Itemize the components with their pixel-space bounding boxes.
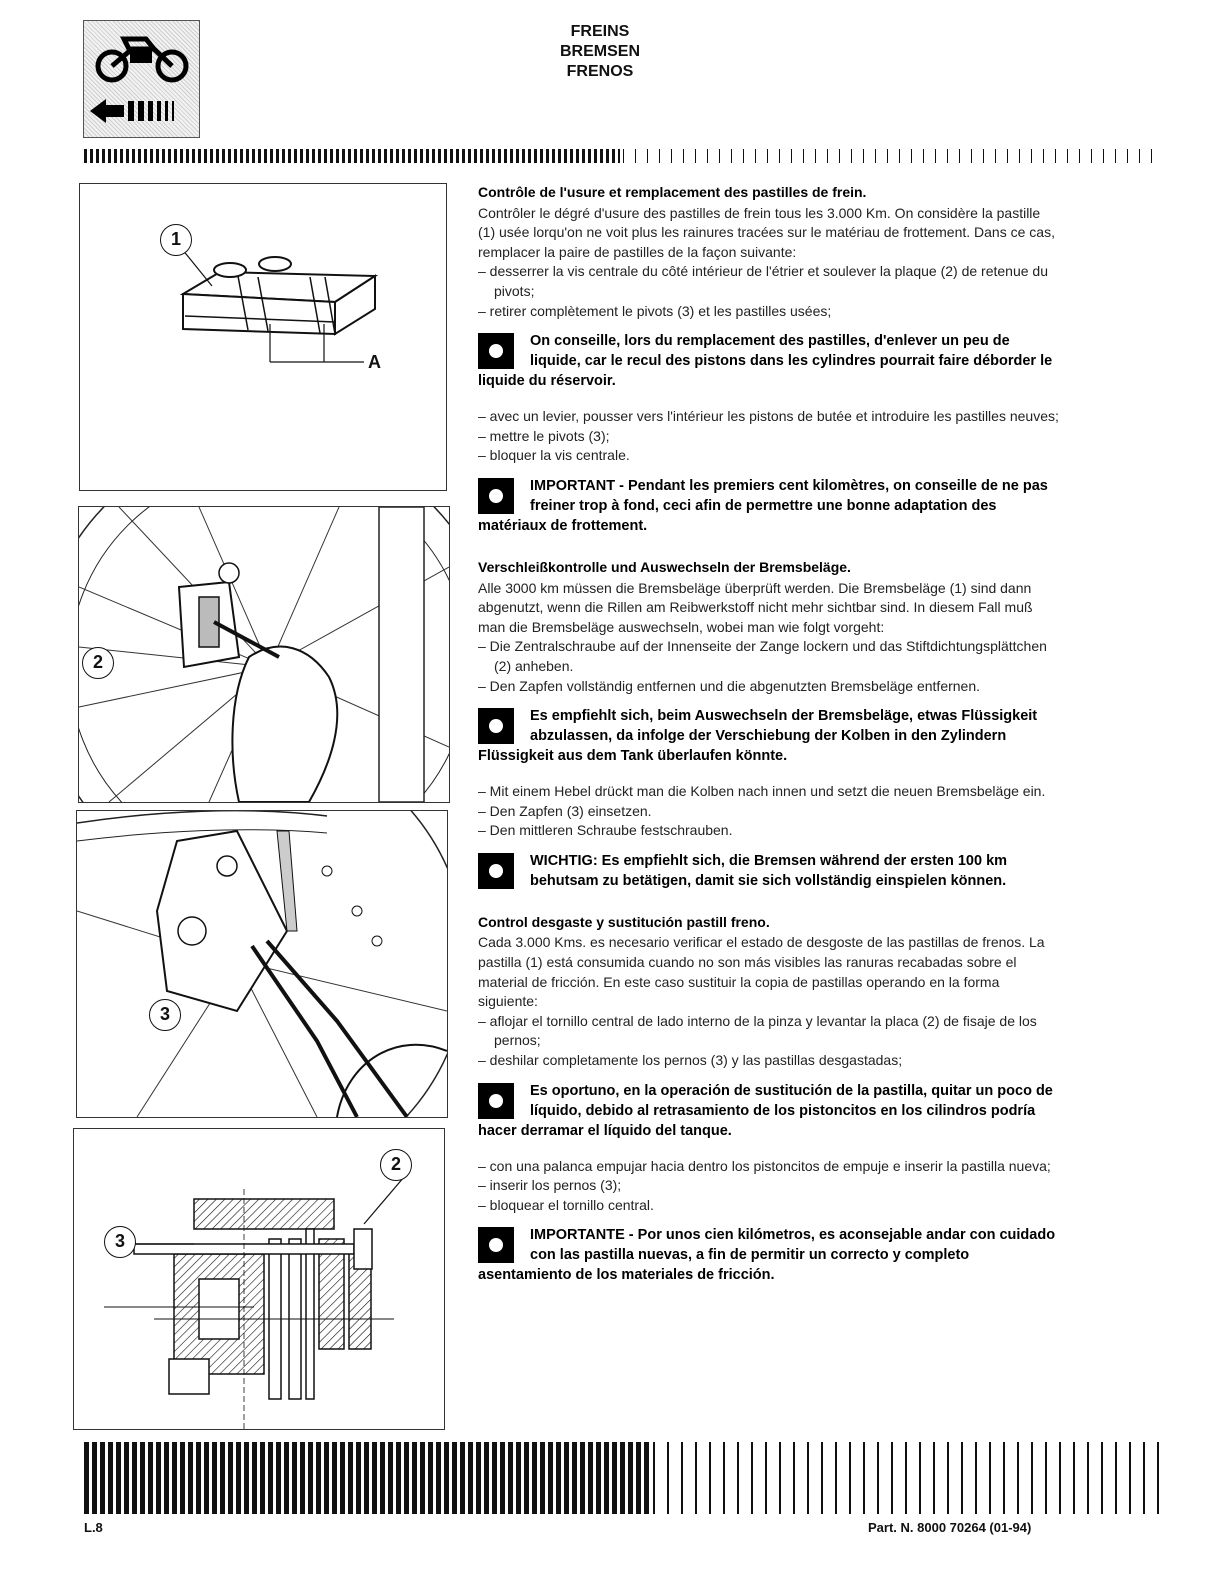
page-number: L.8	[84, 1520, 103, 1535]
section-heading-fr: Contrôle de l'usure et remplacement des pastilles de frein.	[478, 184, 867, 200]
step-item: – Mit einem Hebel drückt man die Kolben nach innen und setzt die neuen Bremsbeläge ein.	[478, 783, 1046, 800]
section-logo	[83, 20, 200, 138]
part-number: Part. N. 8000 70264 (01-94)	[868, 1520, 1032, 1535]
intro-fr: Contrôler le dégré d'usure des pastilles de frein tous les 3.000 Km. On considère la pastille (1) usée lorqu'on ne voit plus les rainures tracées sur le matériau de frottement. Dans ce cas, remplacer la paire de pastilles de la façon suivante:	[478, 204, 1055, 260]
step-item: – mettre le pivots (3);	[478, 427, 610, 444]
note-text: Es empfiehlt sich, beim Auswechseln der Bremsbeläge, etwas Flüssigkeit abzulassen, da infolge der Verschiebung der Kolben in den Zylindern Flüssigkeit aus dem Tank überlaufen könnte.	[478, 708, 1038, 765]
step-item: – bloquer la vis centrale.	[478, 447, 630, 464]
title-fr: FREINS	[570, 23, 630, 40]
label-a: A	[368, 352, 381, 372]
step-item: – Den mittleren Schraube festschrauben.	[478, 822, 733, 839]
note-text: IMPORTANTE - Por unos cien kilómetros, es aconsejable andar con cuidado con las pastilla nuevas, a fin de permitir un correcto y completo asentamiento de los materiales de fricción.	[478, 1227, 1056, 1284]
section-fr	[478, 183, 1060, 536]
figure-caliper-section	[73, 1128, 445, 1430]
section-es	[478, 913, 1060, 1286]
motorcycle-icon	[84, 21, 199, 137]
brake-pad-illustration	[80, 184, 446, 490]
note-block	[478, 476, 1060, 536]
warning-icon	[478, 333, 514, 369]
figure-pliers-caliper	[76, 810, 448, 1118]
warning-icon	[478, 1227, 514, 1263]
warning-icon	[478, 708, 514, 744]
step-item: – con una palanca empujar hacia dentro los pistoncitos de empuje e inserir la pastilla nueva;	[478, 1157, 1051, 1174]
title-de: BREMSEN	[559, 43, 640, 60]
top-barcode-stripe-thin	[620, 149, 1160, 163]
step-item: – retirer complètement le pivots (3) et les pastilles usées;	[478, 302, 832, 319]
text-column	[478, 183, 1060, 1293]
step-item: – avec un levier, pousser vers l'intérieur les pistons de butée et introduire les pastilles neuves;	[478, 408, 1059, 425]
step-item: – desserrer la vis centrale du côté intérieur de l'étrier et soulever la plaque (2) de retenue du pivots;	[478, 263, 1048, 299]
callout-2: 2	[82, 647, 114, 679]
callout-1: 1	[160, 224, 192, 256]
caliper-pliers-illustration	[77, 811, 447, 1117]
step-item: – deshilar completamente los pernos (3) y las pastillas desgastadas;	[478, 1052, 903, 1069]
callout-2: 2	[380, 1149, 412, 1181]
step-item: – Die Zentralschraube auf der Innenseite der Zange lockern und das Stiftdichtungsplättchen (2) anheben.	[478, 638, 1047, 674]
note-text: On conseille, lors du remplacement des pastilles, d'enlever un peu de liquide, car le recul des pistons dans les cylindres pourrait faire déborder le liquide du réservoir.	[478, 333, 1053, 390]
bottom-barcode-stripe-thin	[650, 1442, 1160, 1514]
step-item: – Den Zapfen (3) einsetzen.	[478, 802, 652, 819]
page-titles	[500, 22, 700, 82]
warning-icon	[478, 478, 514, 514]
figure-brake-pad	[79, 183, 447, 491]
note-text: WICHTIG: Es empfiehlt sich, die Bremsen während der ersten 100 km behutsam zu betätigen, damit sie sich vollständig einspielen können.	[530, 852, 1008, 889]
wheel-caliper-illustration	[79, 507, 449, 802]
note-text: Es oportuno, en la operación de sustitución de la pastilla, quitar un poco de líquido, debido al retrasamiento de los pistoncitos en los cilindros podría hacer derramar el líquido del tanque.	[478, 1082, 1053, 1139]
note-block	[478, 1225, 1060, 1285]
step-item: – Den Zapfen vollständig entfernen und die abgenutzten Bremsbeläge entfernen.	[478, 677, 981, 694]
title-es: FRENOS	[566, 63, 634, 80]
warning-icon	[478, 853, 514, 889]
step-item: – inserir los pernos (3);	[478, 1177, 622, 1194]
callout-3: 3	[104, 1226, 136, 1258]
callout-3: 3	[149, 999, 181, 1031]
note-text: IMPORTANT - Pendant les premiers cent kilomètres, on conseille de ne pas freiner trop à fond, ceci afin de permettre une bonne adaptation des matériaux de frottement.	[478, 477, 1048, 534]
step-item: – bloquear el tornillo central.	[478, 1196, 654, 1213]
note-block	[478, 706, 1060, 766]
note-block	[478, 1081, 1060, 1141]
figure-wheel-screw-removal	[78, 506, 450, 803]
section-heading-de: Verschleißkontrolle und Auswechseln der Bremsbeläge.	[478, 558, 851, 575]
intro-es: Cada 3.000 Kms. es necesario verificar el estado de desgoste de las pastillas de frenos. La pastilla (1) está consumida cuando no son más visibles las ranuras recabadas sobre el material de fricción. En este caso sustituir la copia de pastillas operando en la forma siguiente:	[478, 934, 1045, 1010]
section-heading-es: Control desgaste y sustitución pastill freno.	[478, 913, 770, 930]
note-block	[478, 331, 1060, 391]
warning-icon	[478, 1083, 514, 1119]
step-item: – aflojar el tornillo central de lado interno de la pinza y levantar la placa (2) de fisaje de los pernos;	[478, 1012, 1037, 1049]
note-block	[478, 851, 1060, 891]
section-de	[478, 558, 1060, 891]
intro-de: Alle 3000 km müssen die Bremsbeläge überprüft werden. Die Bremsbeläge (1) sind dann abgenutzt, wenn die Rillen am Reibwerkstoff nicht mehr sichtbar sind. In diesem Fall muß man die Bremsbeläge auswechseln, wobei man wie folgt vorgeht:	[478, 579, 1033, 635]
